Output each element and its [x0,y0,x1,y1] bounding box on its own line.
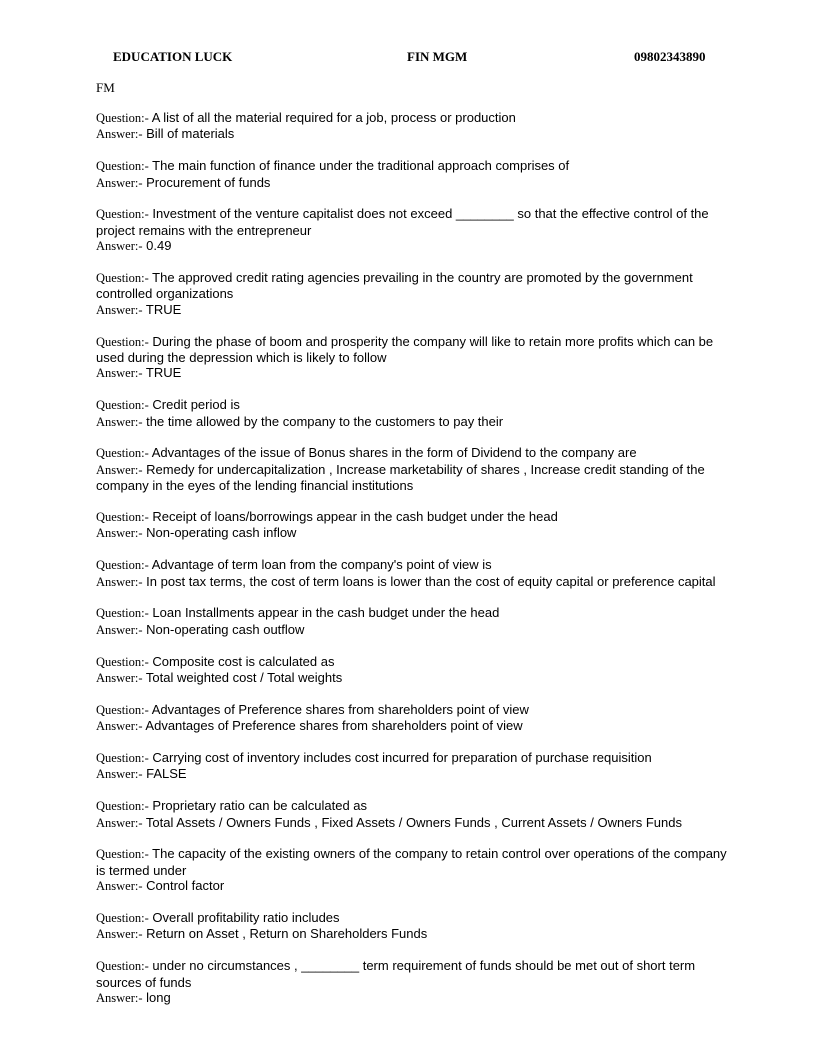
question-label: Question:- [96,702,149,717]
question-line [96,206,736,238]
answer-text: Remedy for undercapitalization , Increase marketability of shares , Increase credit standing of the company in the eyes of the lending financial institutions [96,461,705,494]
question-text: Loan Installments appear in the cash budget under the head [152,605,500,621]
answer-text: In post tax terms, the cost of term loans is lower than the cost of equity capital or preference capital [146,573,716,589]
answer-line [96,238,736,254]
answer-text: long [146,990,171,1006]
question-line [96,750,736,766]
question-line [96,605,736,621]
qa-item [96,158,736,191]
answer-label: Answer:- [96,927,143,942]
qa-item [96,270,736,318]
question-line [96,158,736,174]
question-line [96,798,736,814]
question-text: The capacity of the existing owners of the company to retain control over operations of the company is termed under [96,846,727,878]
qa-item [96,958,736,1006]
question-label: Question:- [96,799,149,814]
answer-text: Advantages of Preference shares from shareholders point of view [145,718,523,734]
question-line [96,910,736,926]
qa-item [96,397,736,430]
answer-text: TRUE [145,365,182,381]
question-line [96,445,736,461]
question-text: The main function of finance under the traditional approach comprises of [152,158,570,174]
question-text: Composite cost is calculated as [152,653,335,669]
question-text: Advantages of the issue of Bonus shares in the form of Dividend to the company are [151,445,637,461]
qa-item [96,702,736,735]
question-label: Question:- [96,558,149,573]
header-right-text: 09802343890 [634,49,706,64]
question-text: During the phase of boom and prosperity the company will like to retain more profits which can be used during the depression which is likely to follow [96,333,714,366]
answer-label: Answer:- [96,302,143,317]
answer-text: Total weighted cost / Total weights [145,670,343,686]
question-line [96,334,736,366]
answer-label: Answer:- [96,526,143,541]
question-text: Receipt of loans/borrowings appear in the cash budget under the head [152,509,558,525]
question-text: The approved credit rating agencies prevailing in the country are promoted by the government controlled organizations [96,270,693,302]
answer-line [96,766,736,782]
qa-item [96,750,736,783]
qa-item [96,910,736,943]
answer-text: Procurement of funds [146,174,271,190]
answer-text: Control factor [146,878,225,894]
question-label: Question:- [96,510,149,525]
question-text: Overall profitability ratio includes [152,910,340,926]
answer-label: Answer:- [96,671,143,686]
qa-item [96,557,736,590]
question-label: Question:- [96,911,149,926]
answer-line [96,365,736,381]
answer-line [96,622,736,638]
qa-item [96,798,736,831]
answer-label: Answer:- [96,767,143,782]
answer-line [96,670,736,686]
qa-item [96,334,736,382]
question-label: Question:- [96,398,149,413]
answer-line [96,878,736,894]
question-line [96,270,736,302]
question-line [96,654,736,670]
question-label: Question:- [96,446,149,461]
answer-label: Answer:- [96,175,143,190]
question-text: Proprietary ratio can be calculated as [152,798,368,814]
subject-code: FM [96,80,115,95]
answer-label: Answer:- [96,366,143,381]
question-label: Question:- [96,847,149,862]
question-line [96,509,736,525]
answer-text: FALSE [146,766,187,782]
question-line [96,110,736,126]
answer-line [96,815,736,831]
answer-text: Total Assets / Owners Funds , Fixed Assets / Owners Funds , Current Assets / Owners Funds [145,814,682,830]
question-text: Credit period is [152,397,240,413]
question-label: Question:- [96,751,149,766]
answer-text: TRUE [145,301,182,317]
answer-text: Bill of materials [146,126,235,142]
question-line [96,958,736,990]
question-text: Investment of the venture capitalist does not exceed ________ so that the effective control of the project remains with the entrepreneur [96,206,709,238]
answer-text: the time allowed by the company to the customers to pay their [146,413,504,429]
answer-line [96,990,736,1006]
question-label: Question:- [96,111,149,125]
question-label: Question:- [96,334,149,349]
question-text: under no circumstances , ________ term requirement of funds should be met out of short term sources of funds [96,958,696,990]
answer-label: Answer:- [96,574,143,589]
question-text: Carrying cost of inventory includes cost incurred for preparation of purchase requisition [152,750,652,766]
answer-line [96,126,736,142]
question-label: Question:- [96,207,149,222]
answer-label: Answer:- [96,815,143,830]
answer-label: Answer:- [96,622,143,637]
answer-line [96,574,736,590]
answer-line [96,462,736,494]
qa-item [96,445,736,493]
answer-label: Answer:- [96,239,143,254]
answer-text: 0.49 [146,238,172,254]
answer-line [96,175,736,191]
qa-item [96,654,736,687]
answer-text: Non-operating cash inflow [146,525,297,541]
qa-item [96,206,736,254]
qa-item [96,110,736,143]
question-label: Question:- [96,959,149,974]
qa-item [96,846,736,894]
answer-line [96,414,736,430]
question-line [96,557,736,573]
answer-text: Non-operating cash outflow [146,621,305,637]
question-text: A list of all the material required for a job, process or production [151,110,516,125]
answer-label: Answer:- [96,991,143,1006]
answer-label: Answer:- [96,127,143,142]
answer-text: Return on Asset , Return on Shareholders Funds [146,926,428,942]
answer-line [96,525,736,541]
question-line [96,702,736,718]
question-text: Advantages of Preference shares from shareholders point of view [151,701,529,717]
header-center-text: FIN MGM [407,49,468,64]
question-label: Question:- [96,606,149,621]
question-line [96,846,736,878]
qa-item [96,509,736,542]
answer-line [96,718,736,734]
question-text: Advantage of term loan from the company's point of view is [151,557,492,573]
answer-label: Answer:- [96,462,143,477]
answer-line [96,302,736,318]
answer-label: Answer:- [96,414,143,429]
answer-line [96,926,736,942]
question-line [96,397,736,413]
answer-label: Answer:- [96,719,143,734]
qa-item [96,605,736,638]
header-left-text: EDUCATION LUCK [113,49,233,64]
question-label: Question:- [96,271,149,286]
answer-label: Answer:- [96,879,143,894]
question-label: Question:- [96,159,149,174]
page-header [0,49,816,65]
qa-list [96,110,736,1022]
question-label: Question:- [96,654,149,669]
